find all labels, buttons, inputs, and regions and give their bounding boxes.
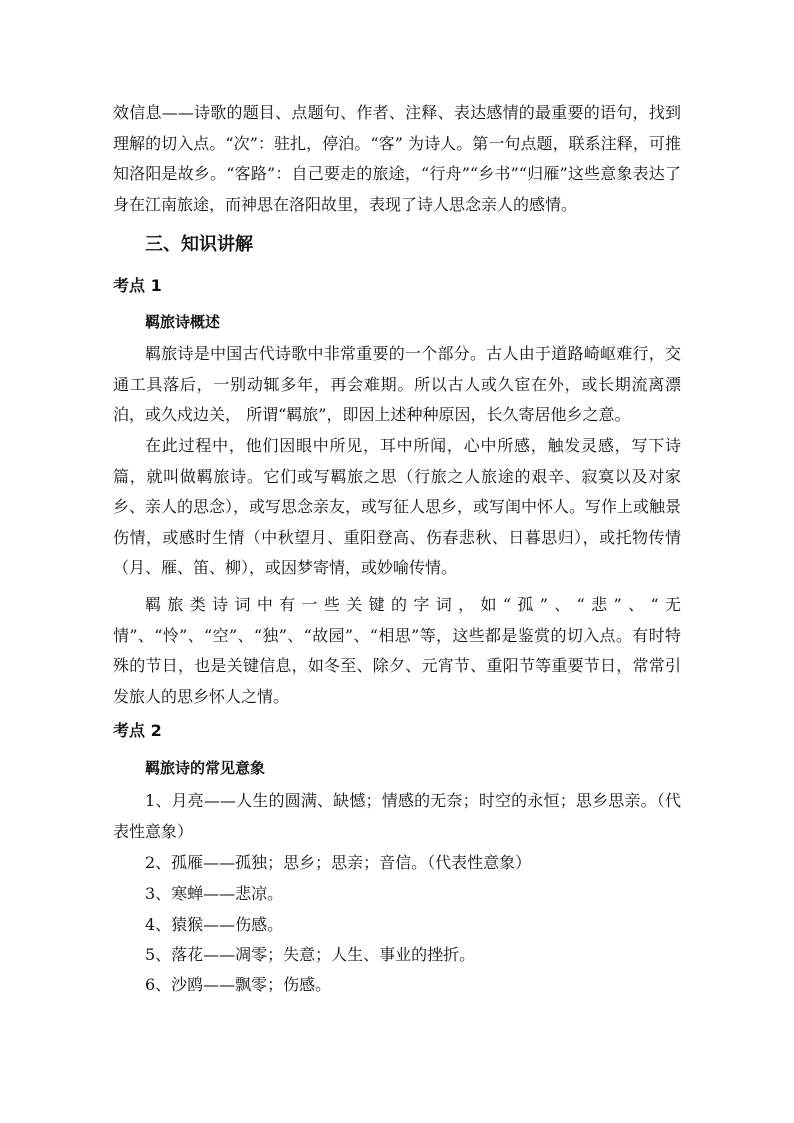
point-2-label: 考点 2	[113, 721, 162, 740]
list-item-3: 3、寒蝉——悲凉。	[145, 884, 284, 903]
list-item-6: 6、沙鸥——飘零；伤感。	[145, 975, 332, 994]
list-item-1: 1、月亮——人生的圆满、缺憾；情感的无奈；时空的永恒；思乡思亲。（代表性意象）	[113, 791, 681, 841]
list-item-5: 5、落花——凋零；失意；人生、事业的挫折。	[145, 945, 476, 964]
point-2-subtitle: 羁旅诗的常见意象	[145, 759, 266, 777]
point-1-label: 考点 1	[113, 276, 162, 295]
list-item-4: 4、猿猴——伤感。	[145, 915, 284, 934]
point-1-paragraph-2: 在此过程中，他们因眼中所见，耳中所闻，心中所感，触发灵感，写下诗篇，就叫做羁旅诗。它们或写羁旅之思（行旅之人旅途的艰辛、寂寞以及对家乡、亲人的思念），或写思念亲友，或写征人思乡，或写闺中怀人。写作上或触景伤情，或感时生情（中秋望月、重阳登高、伤春悲秋、日暮思归），或托物传情（月、雁、笛、柳），或因梦寄情，或妙喻传情。	[113, 436, 682, 578]
list-item-2: 2、孤雁——孤独；思乡；思亲；音信。（代表性意象）	[145, 853, 532, 872]
point-1-paragraph-3: 羁旅类诗词中有一些关键的字词，如“孤”、“悲”、“无情”、“怜”、“空”、“独”、“故园”、“相思”等，这些都是鉴赏的切入点。有时特殊的节日，也是关键信息，如冬至、除夕、元宵节、重阳节等重要节日，常常引发旅人的思乡怀人之情。	[113, 595, 681, 706]
section-heading: 三、知识讲解	[145, 234, 253, 255]
point-1-paragraph-1: 羁旅诗是中国古代诗歌中非常重要的一个部分。古人由于道路崎岖难行，交通工具落后，一别动辄多年，再会难期。所以古人或久宦在外，或长期流离漂泊，或久戍边关， 所谓“羁旅”，即因上述种种原因，长久寄居他乡之意。	[113, 344, 681, 425]
intro-paragraph: 效信息——诗歌的题目、点题句、作者、注释、表达感情的最重要的语句，找到理解的切入点。“次”：驻扎，停泊。“客” 为诗人。第一句点题，联系注释，可推知洛阳是故乡。“客路”：自己要走的旅途，“行舟”“乡书”“归雁”这些意象表达了身在江南旅途，而神思在洛阳故里，表现了诗人思念亲人的感情。	[113, 103, 681, 214]
point-1-subtitle: 羁旅诗概述	[145, 313, 221, 331]
